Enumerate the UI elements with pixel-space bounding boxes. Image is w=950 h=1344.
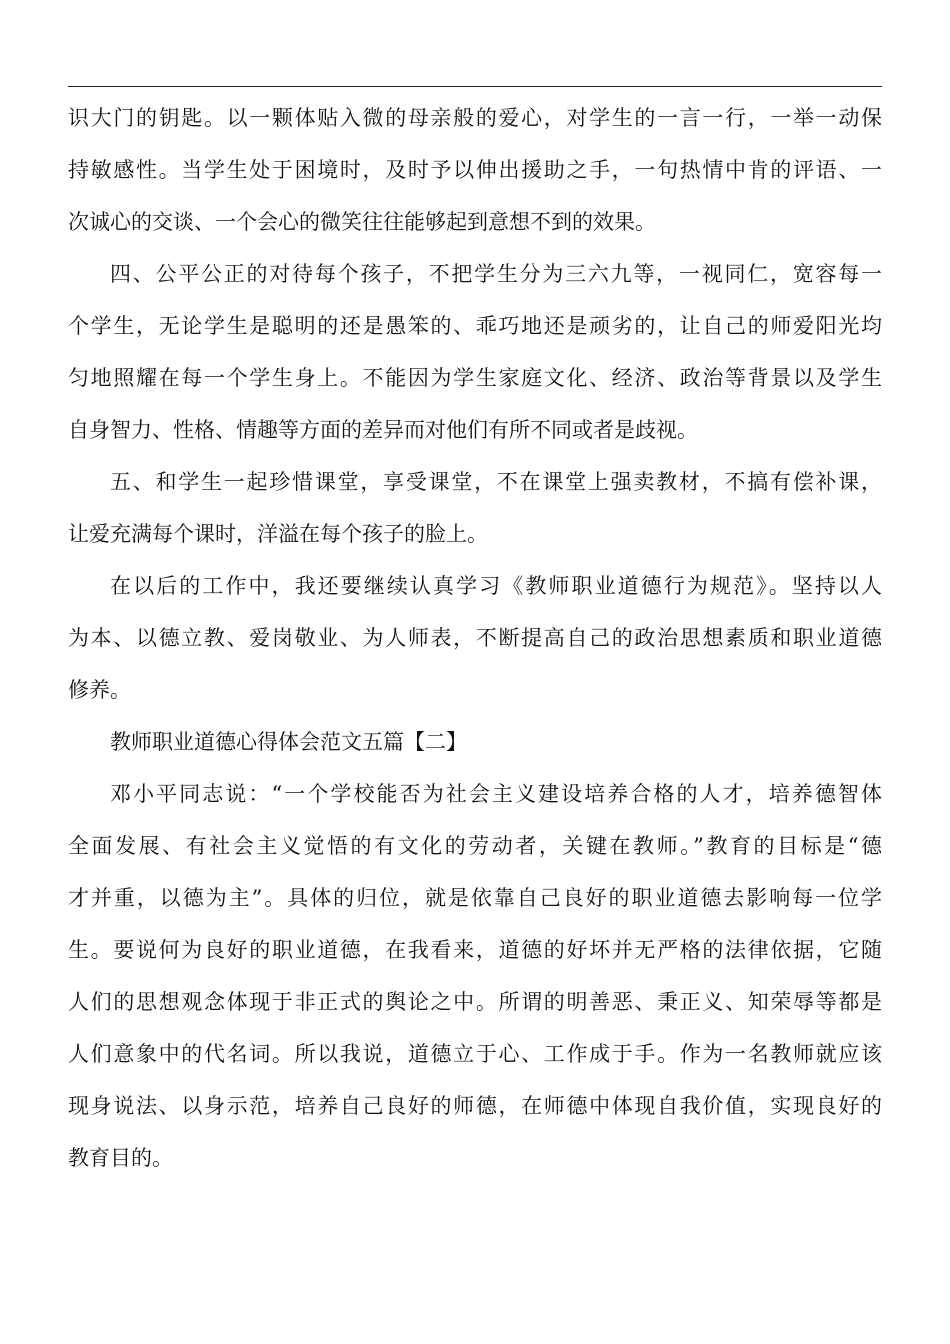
paragraph <box>68 92 882 248</box>
text-line: 生。要说何为良好的职业道德，在我看来，道德的好坏并无严格的法律依据，它随 <box>68 938 882 962</box>
text-line: 次诚心的交谈、一个会心的微笑往往能够起到意想不到的效果。 <box>68 210 656 234</box>
text-line: 五、和学生一起珍惜课堂，享受课堂，不在课堂上强卖教材，不搞有偿补课， <box>110 470 882 494</box>
paragraph <box>68 456 882 560</box>
text-line: 人们意象中的代名词。所以我说，道德立于心、工作成于手。作为一名教师就应该 <box>68 1042 882 1066</box>
text-line: 修养。 <box>68 678 131 702</box>
text-line: 自身智力、性格、情趣等方面的差异而对他们有所不同或者是歧视。 <box>68 418 698 442</box>
text-line: 邓小平同志说：“一个学校能否为社会主义建设培养合格的人才，培养德智体 <box>110 782 882 806</box>
text-line: 在以后的工作中，我还要继续认真学习《教师职业道德行为规范》。坚持以人 <box>110 574 882 598</box>
document-body <box>68 92 882 1184</box>
text-line: 为本、以德立教、爱岗敬业、为人师表，不断提高自己的政治思想素质和职业道德 <box>68 626 882 650</box>
text-line: 个学生，无论学生是聪明的还是愚笨的、乖巧地还是顽劣的，让自己的师爱阳光均 <box>68 314 882 338</box>
text-line: 让爱充满每个课时，洋溢在每个孩子的脸上。 <box>68 522 488 546</box>
paragraph <box>68 248 882 456</box>
paragraph <box>68 560 882 716</box>
text-line: 才并重，以德为主”。具体的归位，就是依靠自己良好的职业道德去影响每一位学 <box>68 886 882 910</box>
text-line: 匀地照耀在每一个学生身上。不能因为学生家庭文化、经济、政治等背景以及学生 <box>68 366 882 390</box>
heading-text: 教师职业道德心得体会范文五篇【二】 <box>110 730 467 754</box>
text-line: 全面发展、有社会主义觉悟的有文化的劳动者，关键在教师。”教育的目标是“德 <box>68 834 882 858</box>
text-line: 四、公平公正的对待每个孩子，不把学生分为三六九等，一视同仁，宽容每一 <box>110 262 882 286</box>
header-rule <box>68 86 882 87</box>
text-line: 持敏感性。当学生处于困境时，及时予以伸出援助之手，一句热情中肯的评语、一 <box>68 158 882 182</box>
text-line: 人们的思想观念体现于非正式的舆论之中。所谓的明善恶、秉正义、知荣辱等都是 <box>68 990 882 1014</box>
section-heading <box>68 716 882 768</box>
paragraph <box>68 768 882 1184</box>
text-line: 教育目的。 <box>68 1146 173 1170</box>
text-line: 现身说法、以身示范，培养自己良好的师德，在师德中体现自我价值，实现良好的 <box>68 1094 882 1118</box>
text-line: 识大门的钥匙。以一颗体贴入微的母亲般的爱心，对学生的一言一行，一举一动保 <box>68 106 882 130</box>
